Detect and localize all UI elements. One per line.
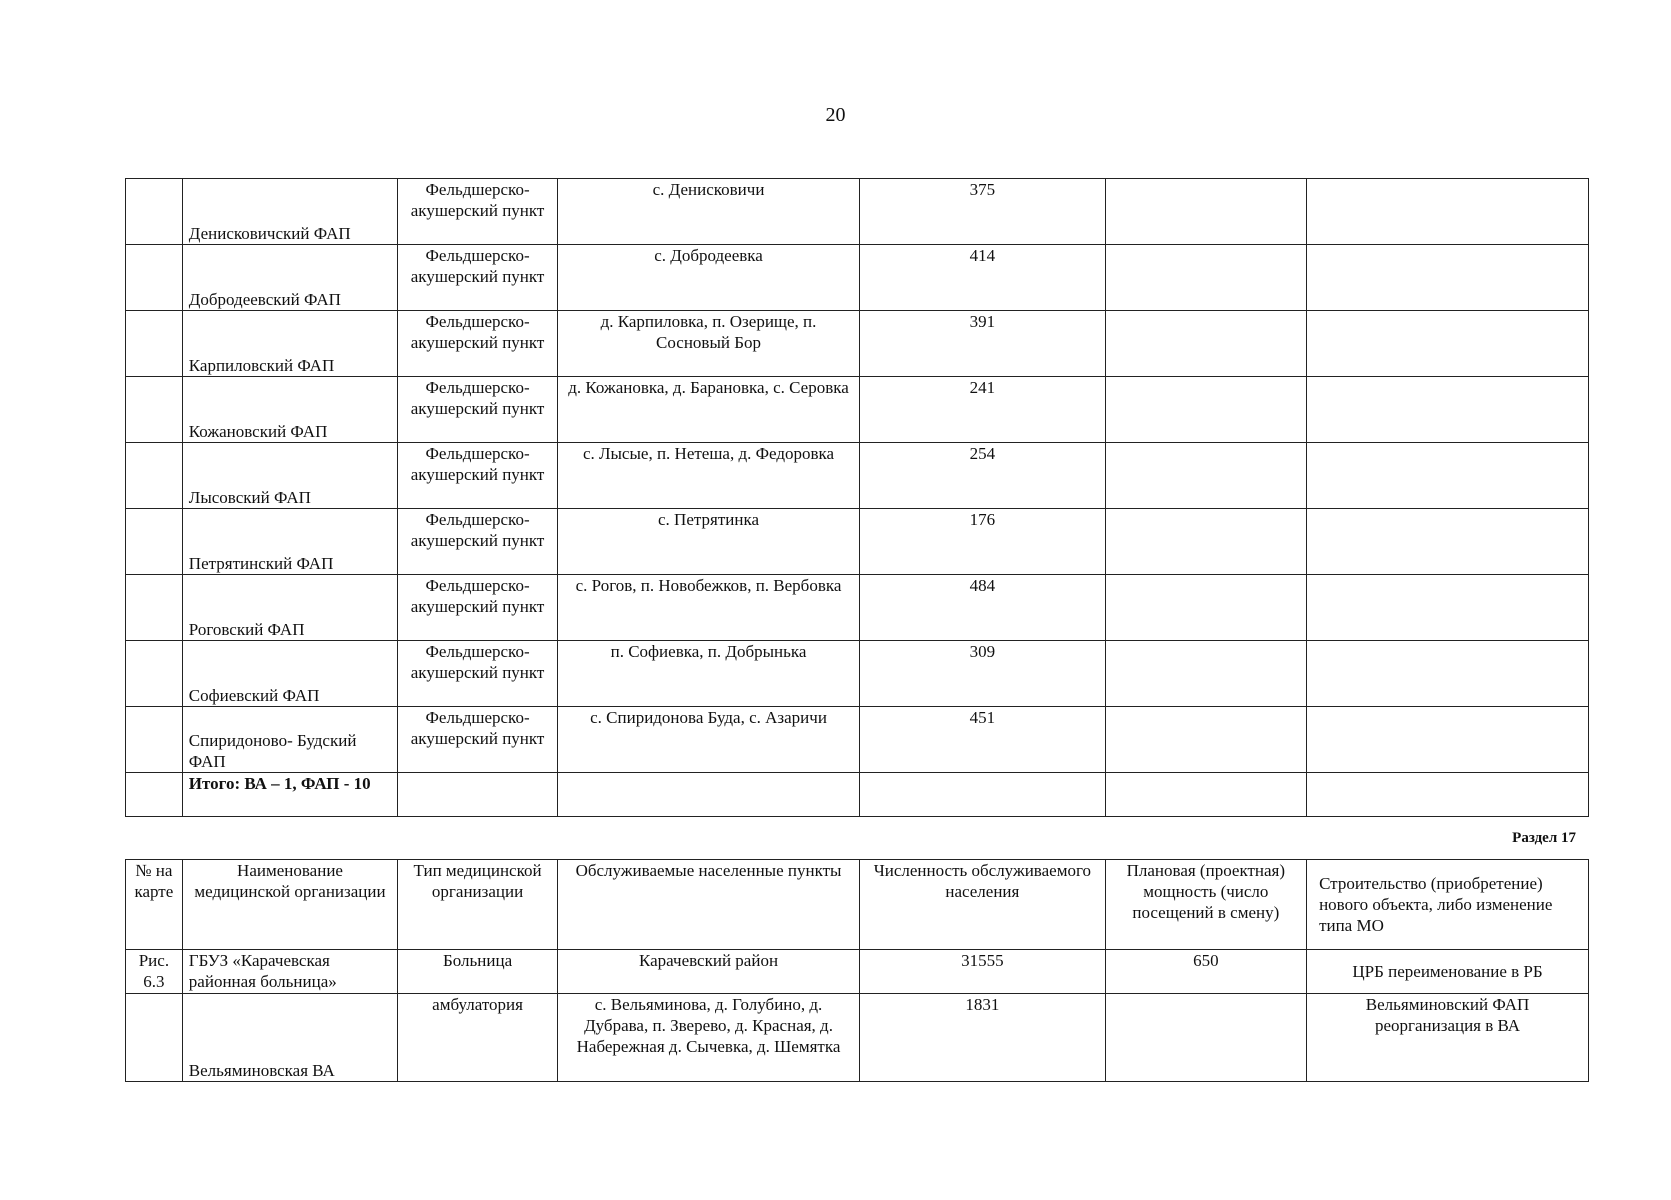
construction-cell (1307, 443, 1589, 509)
planned-capacity (1105, 994, 1306, 1082)
total-row (126, 773, 1589, 817)
served-settlements: с. Денисковичи (557, 179, 859, 245)
facility-name: Кожановский ФАП (182, 377, 397, 443)
served-population: 451 (860, 707, 1105, 773)
facilities-table-body (126, 179, 1589, 817)
table-header (126, 860, 1589, 950)
header-served-settlements: Обслуживаемые населенные пункты (557, 860, 859, 950)
table-row (126, 950, 1589, 994)
construction-cell (1307, 509, 1589, 575)
empty-cell (557, 773, 859, 817)
header-map-number: № на карте (126, 860, 183, 950)
served-settlements: с. Рогов, п. Новобежков, п. Вербовка (557, 575, 859, 641)
facility-type: Фельдшерско-акушерский пункт (398, 443, 558, 509)
facility-type: Фельдшерско-акушерский пункт (398, 575, 558, 641)
empty-cell (1307, 773, 1589, 817)
served-settlements: с. Вельяминова, д. Голубино, д. Дубрава, п. Зверево, д. Красная, д. Набережная д. Сычевка, д. Шемятка (557, 994, 859, 1082)
facility-name: Спиридоново- Будский ФАП (182, 707, 397, 773)
facility-name: Лысовский ФАП (182, 443, 397, 509)
construction-cell (1307, 245, 1589, 311)
map-number-cell: Рис. 6.3 (126, 950, 183, 994)
facility-type: Фельдшерско-акушерский пункт (398, 179, 558, 245)
served-settlements: д. Карпиловка, п. Озерище, п. Сосновый Бор (557, 311, 859, 377)
capacity-cell (1105, 509, 1306, 575)
map-number-cell (126, 509, 183, 575)
facility-name: Роговский ФАП (182, 575, 397, 641)
capacity-cell (1105, 245, 1306, 311)
map-number-cell (126, 245, 183, 311)
served-settlements: п. Софиевка, п. Добрынька (557, 641, 859, 707)
facilities-table-continued (125, 178, 1589, 817)
construction-cell (1307, 311, 1589, 377)
empty-cell (398, 773, 558, 817)
table-row (126, 311, 1589, 377)
construction-note: Вельяминовский ФАП реорганизация в ВА (1307, 994, 1589, 1082)
facility-type: Фельдшерско-акушерский пункт (398, 311, 558, 377)
served-population: 484 (860, 575, 1105, 641)
served-population: 414 (860, 245, 1105, 311)
total-label: Итого: ВА – 1, ФАП - 10 (182, 773, 397, 817)
table-row (126, 707, 1589, 773)
map-number-cell (126, 443, 183, 509)
capacity-cell (1105, 707, 1306, 773)
header-planned-capacity: Плановая (проектная) мощность (число посещений в смену) (1105, 860, 1306, 950)
construction-cell (1307, 575, 1589, 641)
header-organization-name: Наименование медицинской организации (182, 860, 397, 950)
facility-type: амбулатория (398, 994, 558, 1082)
facility-name: Вельяминовская ВА (182, 994, 397, 1082)
map-number-cell (126, 179, 183, 245)
served-settlements: с. Спиридонова Буда, с. Азаричи (557, 707, 859, 773)
construction-cell (1307, 179, 1589, 245)
served-settlements: с. Добродеевка (557, 245, 859, 311)
map-number-cell (126, 575, 183, 641)
served-population: 1831 (860, 994, 1105, 1082)
map-number-cell (126, 311, 183, 377)
section-label: Раздел 17 (1512, 830, 1576, 846)
empty-cell (860, 773, 1105, 817)
facility-name: Карпиловский ФАП (182, 311, 397, 377)
capacity-cell (1105, 311, 1306, 377)
table-row (126, 443, 1589, 509)
construction-cell (1307, 707, 1589, 773)
construction-note: ЦРБ переименование в РБ (1307, 950, 1589, 994)
section-17-table (125, 859, 1589, 1082)
capacity-cell (1105, 443, 1306, 509)
map-number-cell (126, 641, 183, 707)
served-population: 375 (860, 179, 1105, 245)
table-row (126, 377, 1589, 443)
served-settlements: Карачевский район (557, 950, 859, 994)
facility-type: Фельдшерско-акушерский пункт (398, 707, 558, 773)
served-population: 176 (860, 509, 1105, 575)
capacity-cell (1105, 179, 1306, 245)
page-number: 20 (825, 104, 846, 126)
table-row (126, 509, 1589, 575)
facility-type: Фельдшерско-акушерский пункт (398, 377, 558, 443)
section-17-body (126, 950, 1589, 1082)
capacity-cell (1105, 641, 1306, 707)
facility-name: Добродеевский ФАП (182, 245, 397, 311)
table-row (126, 245, 1589, 311)
served-settlements: с. Лысые, п. Нетеша, д. Федоровка (557, 443, 859, 509)
served-population: 31555 (860, 950, 1105, 994)
served-population: 241 (860, 377, 1105, 443)
served-population: 254 (860, 443, 1105, 509)
table-row (126, 179, 1589, 245)
facility-type: Фельдшерско-акушерский пункт (398, 245, 558, 311)
facility-type: Фельдшерско-акушерский пункт (398, 641, 558, 707)
map-number-cell (126, 377, 183, 443)
capacity-cell (1105, 575, 1306, 641)
served-settlements: д. Кожановка, д. Барановка, с. Серовка (557, 377, 859, 443)
served-population: 309 (860, 641, 1105, 707)
facility-type: Больница (398, 950, 558, 994)
header-served-population: Численность обслуживаемого населения (860, 860, 1105, 950)
capacity-cell (1105, 377, 1306, 443)
facility-name: Петрятинский ФАП (182, 509, 397, 575)
table-row (126, 994, 1589, 1082)
construction-cell (1307, 377, 1589, 443)
facility-name: Денисковичский ФАП (182, 179, 397, 245)
empty-cell (1105, 773, 1306, 817)
table-row (126, 575, 1589, 641)
header-row (126, 860, 1589, 950)
facility-name: ГБУЗ «Карачевская районная больница» (182, 950, 397, 994)
served-population: 391 (860, 311, 1105, 377)
map-number-cell (126, 707, 183, 773)
table-row (126, 641, 1589, 707)
facility-type: Фельдшерско-акушерский пункт (398, 509, 558, 575)
planned-capacity: 650 (1105, 950, 1306, 994)
map-number-cell (126, 773, 183, 817)
header-organization-type: Тип медицинской организации (398, 860, 558, 950)
header-construction: Строительство (приобретение) нового объекта, либо изменение типа МО (1307, 860, 1589, 950)
map-number-cell (126, 994, 183, 1082)
served-settlements: с. Петрятинка (557, 509, 859, 575)
facility-name: Софиевский ФАП (182, 641, 397, 707)
construction-cell (1307, 641, 1589, 707)
